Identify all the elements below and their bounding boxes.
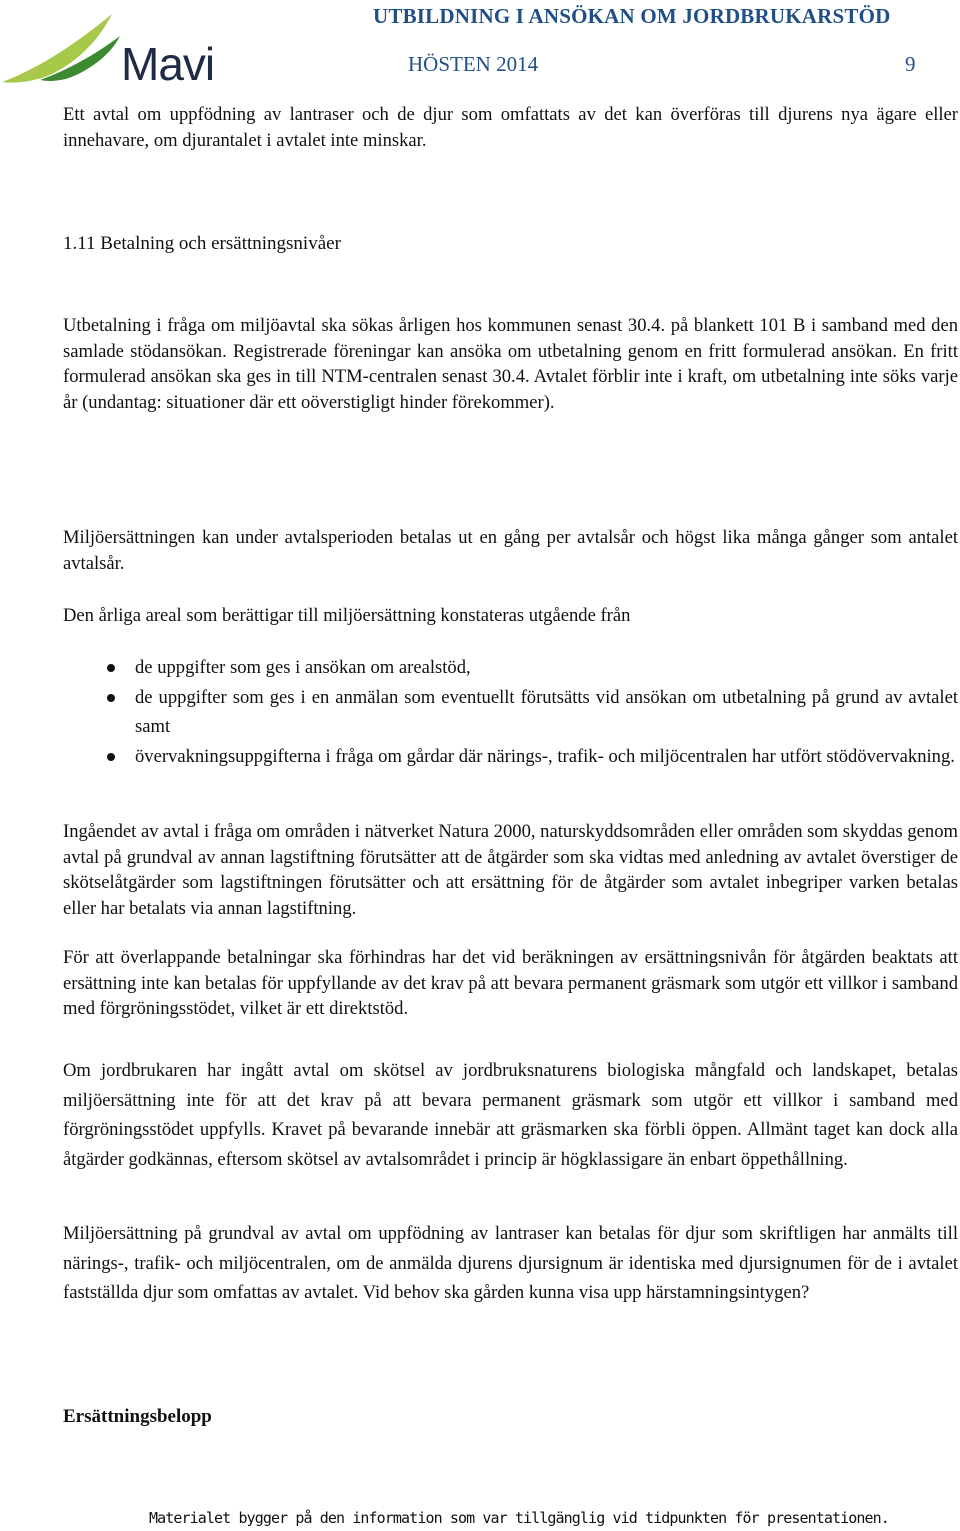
- sub-heading: Ersättningsbelopp: [63, 1406, 212, 1427]
- logo-leaf-light: [2, 14, 112, 83]
- criteria-list: [63, 653, 958, 771]
- list-item: [63, 653, 958, 683]
- intro-paragraph: Ett avtal om uppfödning av lantraser och de djur som omfattats av det kan överföras till djurens nya ägare eller innehavare, om djurantalet i avtalet inte minskar.: [63, 104, 958, 151]
- paragraph-payment: Utbetalning i fråga om miljöavtal ska sökas årligen hos kommunen senast 30.4. på blankett 101 B i samband med den samlade stödansökan. Registrerade föreningar kan ansöka om utbetalning genom en fritt formulerad ansökan. En fritt formulerad ansökan ska ges in till NTM-centralen senast 30.4. Avtalet förblir inte i kraft, om utbetalning inte söks varje år (undantag: situationer där ett oöverstigligt hinder förekommer).: [63, 315, 958, 413]
- list-item-text: de uppgifter som ges i ansökan om arealstöd,: [135, 657, 471, 678]
- list-item-text: de uppgifter som ges i en anmälan som eventuellt förutsätts vid ansökan om utbetalning på grund av avtalet samt: [135, 686, 958, 737]
- bullet-icon: [107, 694, 115, 702]
- paragraph-frequency: Miljöersättningen kan under avtalsperioden betalas ut en gång per avtalsår och högst lika många gånger som antalet avtalsår.: [63, 527, 958, 574]
- page-number: 9: [905, 52, 916, 76]
- footer-note: Materialet bygger på den information som var tillgänglig vid tidpunkten för presentationen.: [149, 1509, 889, 1527]
- paragraph-natura: Ingåendet av avtal i fråga om områden i nätverket Natura 2000, naturskyddsområden eller områden som skyddas genom avtal på grundval av annan lagstiftning förutsätter att de åtgärder som ska vidtas med anledning av avtalet överstiger de skötselåtgärder som lagstiftningen förutsätter och att ersättning för de åtgärder som avtalet inbegriper varken betalas eller har betalats via annan lagstiftning.: [63, 821, 958, 919]
- logo-text: Mavi: [121, 38, 215, 86]
- paragraph-area: Den årliga areal som berättigar till miljöersättning konstateras utgående från: [63, 605, 631, 626]
- document-header-title: UTBILDNING I ANSÖKAN OM JORDBRUKARSTÖD: [373, 4, 891, 28]
- paragraph-overlap: För att överlappande betalningar ska förhindras har det vid beräkningen av ersättningsnivån för åtgärden beaktats att ersättning inte kan betalas för uppfyllande av det krav på att bevara permanent gräsmark som utgör ett villkor i samband med förgröningsstödet, vilket är ett direktstöd.: [63, 947, 958, 1020]
- bullet-icon: [107, 753, 115, 761]
- paragraph-farmer: Om jordbrukaren har ingått avtal om skötsel av jordbruksnaturens biologiska mångfald och landskapet, betalas miljöersättning inte för att det krav på att bevara permanent gräsmark som utgör ett villkor i samband med förgröningsstödet uppfylls. Kravet på bevarande innebär att gräsmarken ska förbli öppen. Allmänt taget kan dock alla åtgärder godkännas, eftersom skötsel av avtalsområdet i princip är högklassigare än enbart öppethållning.: [63, 1060, 958, 1170]
- list-item-text: övervakningsuppgifterna i fråga om gårdar där närings-, trafik- och miljöcentralen har utfört stödövervakning.: [135, 745, 955, 767]
- document-header-season: HÖSTEN 2014: [408, 52, 539, 76]
- paragraph-breeds: Miljöersättning på grundval av avtal om uppfödning av lantraser kan betalas för djur som skriftligen har anmälts till närings-, trafik- och miljöcentralen, om de anmälda djurens djursignum är identiska med djursignumen för de i avtalet fastställda djur som omfattas av avtalet. Vid behov ska gården kunna visa upp härstamningsintygen?: [63, 1223, 958, 1303]
- section-heading: 1.11 Betalning och ersättningsnivåer: [63, 233, 341, 254]
- mavi-logo: [0, 8, 240, 86]
- list-item: [63, 683, 958, 742]
- list-item: [63, 742, 958, 772]
- bullet-icon: [107, 664, 115, 672]
